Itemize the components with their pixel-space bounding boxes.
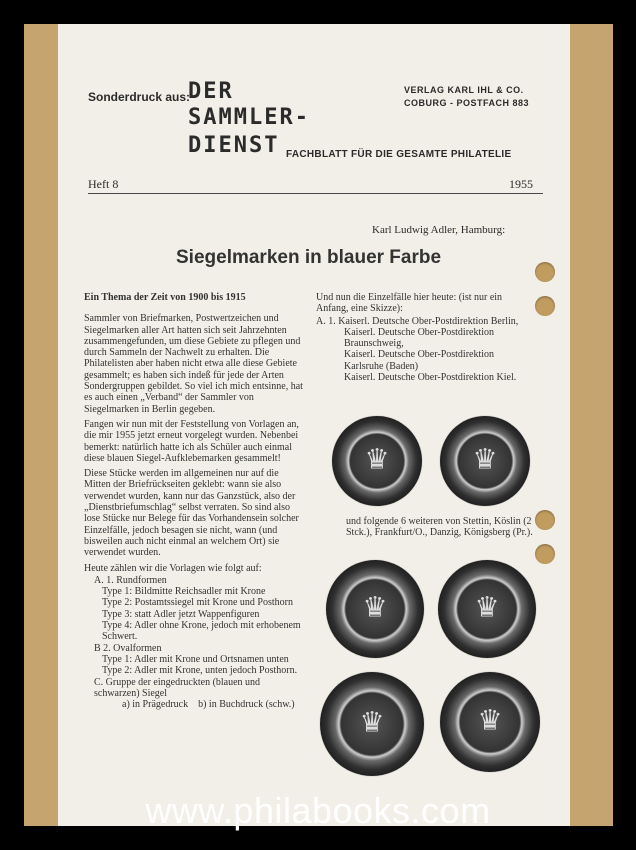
entry-braunschweig: Kaiserl. Deutsche Ober-Postdirektion Braunschweig, — [344, 326, 495, 350]
eagle-emblem-icon: ♛ — [362, 592, 388, 624]
list-c-item-b: b) in Buchdruck (schw.) — [198, 699, 295, 711]
list-c-heading: C. Gruppe der eingedruckten (blauen und schwarzen) Siegel — [94, 676, 261, 699]
masthead-line-3: DIENST — [188, 133, 280, 158]
seal-stettin-2-image — [320, 672, 424, 776]
list-b-heading: B 2. Ovalformen — [94, 642, 162, 654]
list-a-type-4: Type 4: Adler ohne Krone, jedoch mit erhobenem Schwert. — [102, 620, 301, 643]
entry-berlin: A. 1. Kaiserl. Deutsche Ober-Postdirektion Berlin, — [316, 315, 519, 327]
magazine-subtitle: FACHBLATT FÜR DIE GESAMTE PHILATELIE — [286, 149, 512, 160]
publisher-line-2: COBURG - POSTFACH 883 — [404, 98, 530, 108]
seal-stettin-image — [326, 560, 424, 658]
entry-karlsruhe: Kaiserl. Deutsche Ober-Postdirektion Karlsruhe (Baden) — [344, 349, 495, 372]
seal-berlin-image — [332, 416, 422, 506]
list-c-items — [84, 699, 306, 710]
paragraph-1: Sammler von Briefmarken, Postwertzeichen und Siegelmarken aller Art hatten sich seit Jahrzehnten zusammengefunden, um diese Gebiete zu pflegen und durch Sammeln der Nachwelt zu erhalten. Die Philatelisten aber haben nicht etwa alle diese Gebiete gesammelt; es haben sich indeß für jede der Arten Sondergruppen gebildet. So viel ich mich entsinne, hat es auch einen „Verband“ der Sammler von Siegelmarken in Berlin gegeben. — [84, 313, 303, 415]
seal-koeslin-image — [438, 560, 536, 658]
binder-hole — [535, 296, 555, 316]
section-heading: Ein Thema der Zeit von 1900 bis 1915 — [84, 292, 246, 303]
masthead-line-2: SAMMLER- — [188, 105, 310, 130]
right-intro: Und nun die Einzelfälle hier heute: (ist nur ein Anfang, eine Skizze): — [316, 292, 503, 315]
right-column-top — [316, 292, 532, 383]
reprint-label: Sonderdruck aus: — [88, 90, 191, 104]
publisher-line-1: VERLAG KARL IHL & CO. — [404, 85, 524, 95]
watermark-text: www.philabooks.com — [145, 790, 491, 831]
eagle-emblem-icon: ♛ — [474, 592, 500, 624]
article-author: Karl Ludwig Adler, Hamburg: — [372, 224, 506, 236]
seal-koeslin-2-image — [440, 672, 540, 772]
issue-number: Heft 8 — [88, 177, 119, 191]
list-a-type-2: Type 2: Postamtssiegel mit Krone und Posthorn — [102, 597, 293, 609]
article-title: Siegelmarken in blauer Farbe — [176, 247, 442, 268]
issue-year: 1955 — [509, 177, 533, 191]
eagle-emblem-icon: ♛ — [472, 444, 498, 476]
binder-hole — [535, 510, 555, 530]
paragraph-4: Heute zählen wir die Vorlagen wie folgt auf: — [84, 562, 262, 574]
header-rule — [88, 193, 543, 194]
paragraph-3: Diese Stücke werden im allgemeinen nur auf die Mitten der Briefrückseiten geklebt: wann sie also verwendet wurden, kann nur das Ganzstück, also der „Dienstbriefumschlag“ selbst verraten. So sind also lose Stücke nur Belege für das Vorhandensein solcher Einzelfälle, jedoch besagen sie nicht, wann (und bisweilen auch nicht einmal an welchem Ort) sie verwendet wurden. — [84, 468, 299, 559]
list-a-heading: A. 1. Rundformen — [94, 574, 167, 586]
eagle-emblem-icon: ♛ — [477, 705, 503, 737]
paragraph-2: Fangen wir nun mit der Feststellung von Vorlagen an, die mir 1955 jetzt erneut vorgelegt wurden. Nebenbei bemerkt: natürlich hatte ich als Schüler auch einmal diese blauen Siegel-Aufklebemarken gesammelt! — [84, 418, 299, 464]
continued-text: und folgende 6 weiteren von Stettin, Köslin (2 Stck.), Frankfurt/O., Danzig, Königsberg (Pr.). — [346, 516, 533, 539]
entry-kiel: Kaiserl. Deutsche Ober-Postdirektion Kiel. — [344, 372, 517, 384]
left-column — [84, 292, 306, 710]
binder-hole — [535, 544, 555, 564]
list-b-type-1: Type 1: Adler mit Krone und Ortsnamen unten — [102, 653, 289, 665]
list-a-type-1: Type 1: Bildmitte Reichsadler mit Krone — [102, 586, 266, 598]
right-column-continued — [346, 516, 534, 543]
eagle-emblem-icon: ♛ — [364, 444, 390, 476]
list-b-type-2: Type 2: Adler mit Krone, unten jedoch Posthorn. — [102, 665, 298, 677]
list-c-item-a: a) in Prägedruck — [122, 699, 189, 711]
binder-hole — [535, 262, 555, 282]
eagle-emblem-icon: ♛ — [359, 707, 385, 739]
seal-braunschweig-image — [440, 416, 530, 506]
list-a-type-3: Type 3: statt Adler jetzt Wappenfiguren — [102, 608, 260, 620]
masthead-line-1: DER — [188, 79, 234, 104]
